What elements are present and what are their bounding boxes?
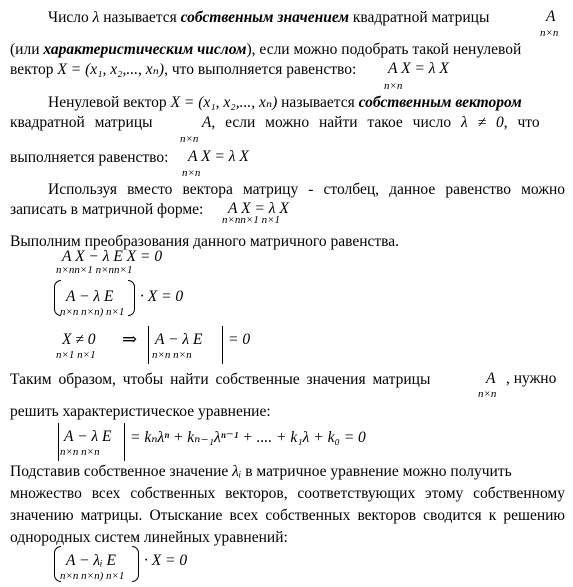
p1-line1 xyxy=(48,8,518,28)
p2-line2-a: квадратной матрицы xyxy=(10,114,153,131)
p3-equation-sub: n×nn×1 n×1 xyxy=(222,214,281,226)
p6-eq-right-paren xyxy=(132,546,139,582)
p2-line2-c: , что xyxy=(503,114,540,131)
p1-post: квадратной матрицы xyxy=(352,9,490,26)
p4-implies-arrow: ⇒ xyxy=(122,329,138,349)
p6-line3-text: значению матрицы. Отыскание всех собственных векторов сводится к решению xyxy=(10,507,565,524)
p2-term-eigenvector: собственным вектором xyxy=(358,94,522,111)
p4-eq3-left: X ≠ 0 xyxy=(62,331,96,348)
p6-line1 xyxy=(10,462,565,482)
p3-line1 xyxy=(48,180,565,200)
p2-line2 xyxy=(10,113,565,133)
p5-matrix-A: A xyxy=(486,370,496,387)
p4-line1-text: Выполним преобразования данного матричного равенства. xyxy=(10,233,400,250)
p2-equation-sub: n×n xyxy=(182,167,201,179)
p5-det-sub: n×n n×n xyxy=(60,446,100,458)
p2-equation: A X = λ X xyxy=(188,148,249,165)
p5-det: A − λ E xyxy=(64,428,112,445)
p2-line3-text: выполняется равенство: xyxy=(10,149,169,166)
p1-line3-a: вектор xyxy=(10,61,54,78)
p6-line3 xyxy=(10,506,565,526)
p2-condition: λ ≠ 0 xyxy=(461,114,504,131)
p1-matrix-A-size: n×n xyxy=(540,27,559,39)
p5-line2-text: решить характеристическое уравнение: xyxy=(10,403,271,420)
p2-line1 xyxy=(48,93,568,113)
p1-vector: X = (x₁, x₂,..., xₙ) xyxy=(57,61,165,78)
p4-eq1-sub: n×nn×1 n×nn×1 xyxy=(56,264,133,276)
p4-eq2-rest: · X = 0 xyxy=(140,288,184,305)
p4-eq1: A X − λ E X = 0 xyxy=(62,248,163,265)
p1-equation-sub: n×n xyxy=(384,80,403,92)
p6-line4-text: однородных систем линейных уравнений: xyxy=(10,529,288,546)
p4-eq2-right-paren xyxy=(128,280,135,316)
p1-line3 xyxy=(10,60,450,80)
p1-line3-b: , что выполняется равенство: xyxy=(164,61,357,78)
p6-eq-sub: n×n n×n) n×1 xyxy=(60,570,125,582)
p1-term-eigenvalue: собственным значением xyxy=(180,9,349,26)
p2-matrix-A-size: n×n xyxy=(180,133,199,145)
p6-line4 xyxy=(10,528,410,548)
p1-mid: называется xyxy=(103,9,177,26)
p5-line2 xyxy=(10,402,410,422)
p6-line1-a: Подставив собственное значение xyxy=(10,463,229,480)
p1-line2 xyxy=(10,40,565,60)
p6-line2-text: множество всех собственных векторов, соответствующих этому собственному xyxy=(10,485,565,502)
p1-pre: Число xyxy=(48,9,89,26)
p4-eq3-det: A − λ E xyxy=(155,331,203,348)
p6-eq-rest: · X = 0 xyxy=(144,552,188,569)
p5-line1 xyxy=(10,370,565,390)
p2-line2-b: , если можно найти такое число xyxy=(211,114,452,131)
p5-poly: = kₙλⁿ + kₙ₋₁λⁿ⁻¹ + .... + k₁λ + k₀ = 0 xyxy=(130,429,366,446)
p1-matrix-A: A xyxy=(546,8,556,25)
p1-line2-a: (или xyxy=(10,41,40,58)
p6-line1-b: в матричное уравнение можно получить xyxy=(245,463,512,480)
p1-lambda: λ xyxy=(92,9,100,26)
p6-eq-expr: A − λᵢ E xyxy=(66,552,116,569)
p3-line2-text: записать в матричной форме: xyxy=(10,201,204,218)
p4-eq3-det-sub: n×n n×n xyxy=(152,349,192,361)
p6-lambda-i: λᵢ xyxy=(232,463,242,480)
p2-vector: X = (x₁, x₂,..., xₙ) xyxy=(170,94,278,111)
p2-matrix-A: A xyxy=(201,114,212,131)
p1-equation: A X = λ X xyxy=(388,60,449,77)
p3-line1-text: Используя вместо вектора матрицу - столбец, данное равенство можно xyxy=(48,181,565,198)
p4-det-right-bar xyxy=(222,326,223,364)
p5-line1-b: , нужно xyxy=(506,370,557,387)
p2-pre: Ненулевой вектор xyxy=(48,94,167,111)
p5-det-right-bar xyxy=(124,423,125,461)
p2-line3 xyxy=(10,148,210,168)
p4-eq2-sub: n×n n×n) n×1 xyxy=(60,306,125,318)
p2-mid: называется xyxy=(281,94,355,111)
p1-line2-b: ), если можно подобрать такой ненулевой xyxy=(246,41,522,58)
p4-eq2-expr: A − λ E xyxy=(66,288,114,305)
p3-line2 xyxy=(10,200,230,220)
p5-line1-a: Таким образом, чтобы найти собственные значения матрицы xyxy=(10,371,431,388)
p5-matrix-A-size: n×n xyxy=(478,388,497,400)
p4-eq3-left-sub: n×1 n×1 xyxy=(56,349,96,361)
p4-det-left-bar xyxy=(148,326,149,364)
p1-term-char-number: характеристическим числом xyxy=(43,41,247,58)
p6-line2 xyxy=(10,484,565,504)
p3-equation: A X = λ X xyxy=(228,200,289,217)
p4-eq3-right: = 0 xyxy=(228,331,251,348)
